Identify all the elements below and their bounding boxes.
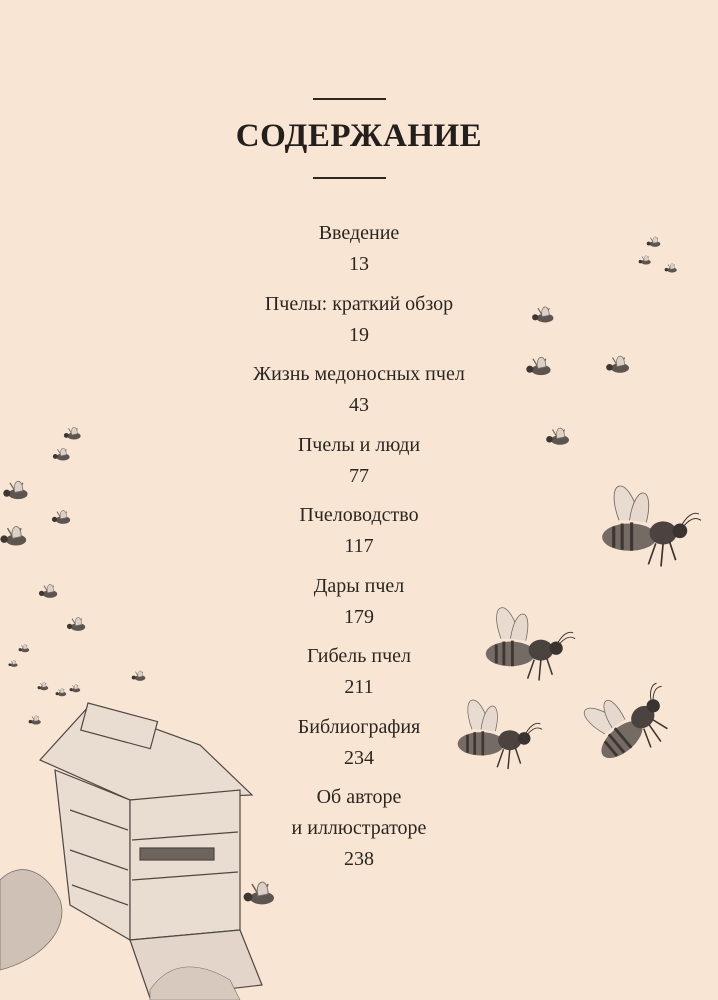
toc-entry-page: 43 [349, 394, 369, 416]
toc-entry-page: 179 [344, 605, 374, 628]
toc-entry[interactable] [0, 641, 718, 703]
toc-entry-page: 117 [344, 535, 374, 557]
toc-entry-title: Дары пчел [313, 574, 405, 597]
toc-entry-title: Пчеловодство [299, 504, 419, 526]
toc-entry-title: Библиография [297, 715, 421, 738]
toc-entry[interactable] [0, 218, 718, 280]
title-rule-top [313, 98, 386, 100]
toc-entry[interactable] [0, 500, 718, 562]
toc-entry-page: 77 [349, 464, 369, 487]
toc-entry[interactable] [0, 782, 718, 875]
page-title: СОДЕРЖАНИЕ [235, 118, 483, 154]
toc-entry-page: 19 [349, 323, 369, 346]
toc-entry-title: Введение [318, 222, 400, 244]
toc-entry[interactable] [0, 359, 718, 421]
toc-entry-page: 13 [349, 253, 369, 275]
toc-entry-title: Гибель пчел [306, 645, 411, 667]
toc-entry[interactable] [0, 430, 718, 492]
toc-entry[interactable] [0, 289, 718, 351]
toc-entry-page: 238 [344, 848, 374, 870]
table-of-contents [0, 218, 718, 884]
toc-entry-page: 234 [344, 746, 374, 769]
toc-entry[interactable] [0, 571, 718, 633]
toc-entry-page: 211 [344, 676, 374, 698]
toc-entry[interactable] [0, 712, 718, 774]
toc-entry-title: Пчелы и люди [297, 433, 421, 456]
title-rule-bottom [313, 177, 386, 179]
toc-entry-title: Об авторе и иллюстраторе [291, 786, 427, 839]
toc-entry-title: Жизнь медоносных пчел [253, 363, 465, 385]
toc-entry-title: Пчелы: краткий обзор [264, 292, 454, 315]
